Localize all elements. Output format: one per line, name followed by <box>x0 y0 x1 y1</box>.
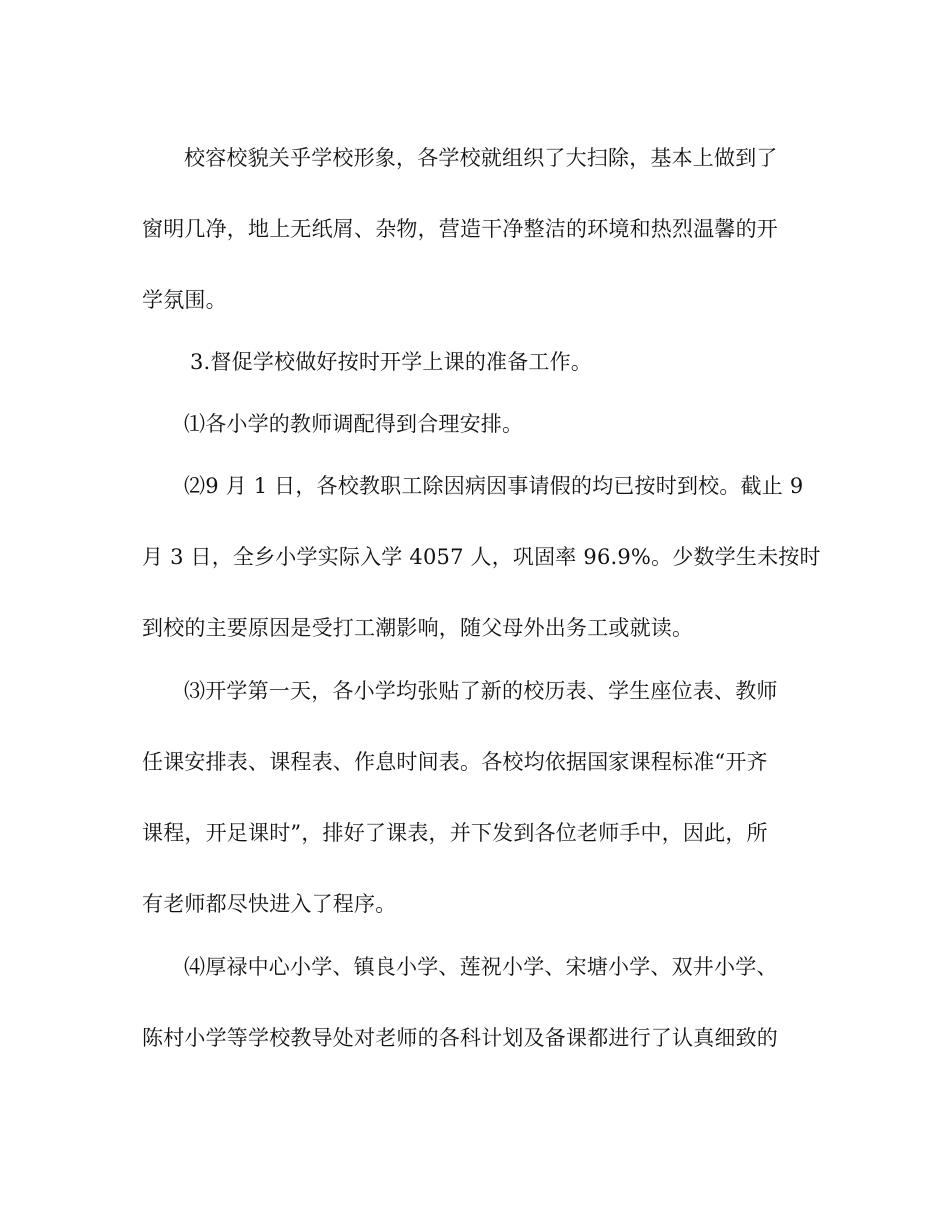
list-item-3-line-2: 任课安排表、课程表、作息时间表。各校均依据国家课程标准“开齐 <box>142 750 768 774</box>
list-item-4-line-1: ⑷厚禄中心小学、镇良小学、莲祝小学、宋塘小学、双井小学、 <box>184 955 778 979</box>
list-item-2-line-1: ⑵9 月 1 日，各校教职工除因病因事请假的均已按时到校。截止 9 <box>184 474 804 498</box>
list-item-3-line-1: ⑶开学第一天，各小学均张贴了新的校历表、学生座位表、教师 <box>184 679 778 703</box>
paragraph-line-2: 窗明几净，地上无纸屑、杂物，营造干净整洁的环境和热烈温馨的开 <box>142 217 778 241</box>
list-item-3-line-4: 有老师都尽快进入了程序。 <box>142 892 397 916</box>
paragraph-line-1: 校容校貌关乎学校形象，各学校就组织了大扫除，基本上做到了 <box>184 146 778 170</box>
list-item-2-line-3: 到校的主要原因是受打工潮影响，随父母外出务工或就读。 <box>142 616 694 640</box>
section-heading-3: 3.督促学校做好按时开学上课的准备工作。 <box>190 350 593 374</box>
list-item-1: ⑴各小学的教师调配得到合理安排。 <box>184 412 524 436</box>
list-item-3-line-3: 课程，开足课时”，排好了课表，并下发到各位老师手中，因此，所 <box>142 821 768 845</box>
list-item-4-line-2: 陈村小学等学校教导处对老师的各科计划及备课都进行了认真细致的 <box>142 1026 778 1050</box>
list-item-2-line-2: 月 3 日，全乡小学实际入学 4057 人，巩固率 96.9%。少数学生未按时 <box>142 545 821 569</box>
paragraph-line-3: 学氛围。 <box>142 288 227 312</box>
